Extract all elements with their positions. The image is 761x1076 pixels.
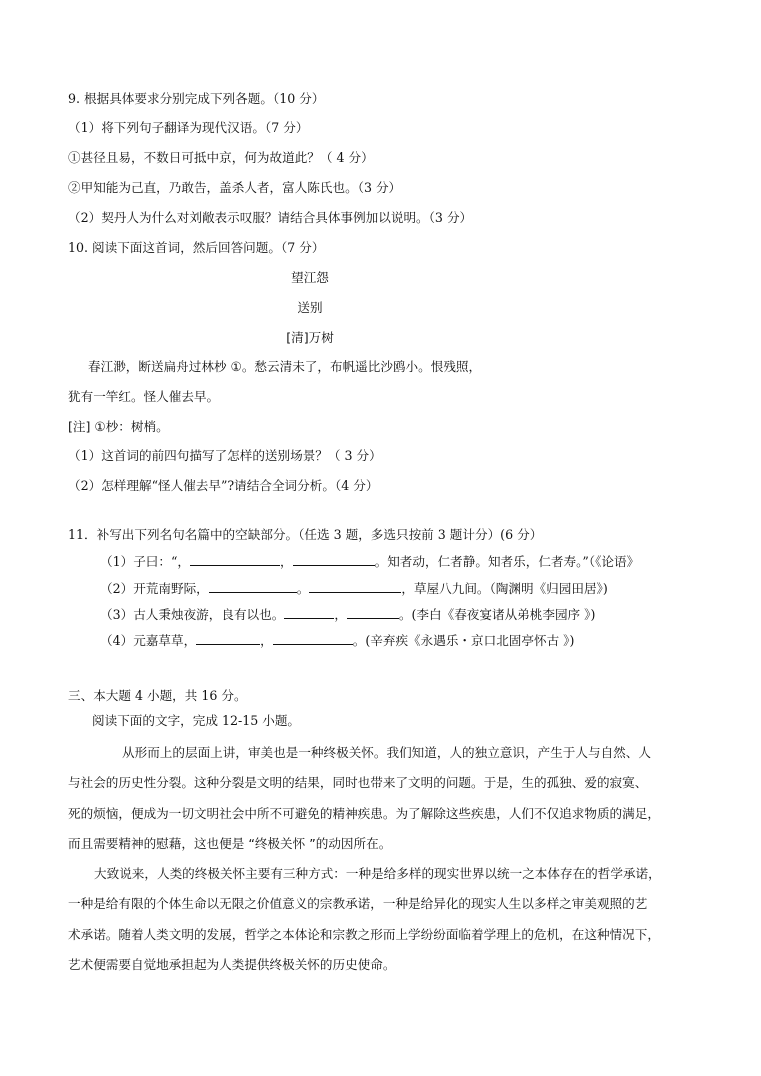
q11-item-3-text-a: （3）古人秉烛夜游，良有以也。 bbox=[100, 607, 285, 622]
q11-item-2 bbox=[100, 580, 608, 597]
passage-p1-line-4: 而且需要精神的慰藉，这也便是 “终极关怀 ”的动因所在。 bbox=[68, 836, 392, 851]
passage-p2-line-1: 大致说来，人类的终极关怀主要有三种方式：一种是给多样的现实世界以统一之本体存在的哲学承诺， bbox=[94, 866, 661, 881]
q9-sentence1: ①甚径且易，不数日可抵中京，何为故道此？（ 4 分） bbox=[68, 150, 374, 165]
q11-item-3-blank-1[interactable] bbox=[284, 606, 334, 619]
q10-sub2: （2）怎样理解“怪人催去早”?请结合全词分析。（4 分） bbox=[68, 478, 379, 493]
poem-line-2: 犹有一竿红。怪人催去早。 bbox=[68, 389, 220, 404]
q11-item-2-blank-1[interactable] bbox=[209, 580, 297, 593]
q9-title: 9. 根据具体要求分别完成下列各题。（10 分） bbox=[68, 91, 325, 106]
q11-item-4-text-a: （4）元嘉草草， bbox=[100, 633, 197, 648]
q11-item-1-text-c: 。知者动，仁者静。知者乐，仁者寿。”（《论语》 bbox=[374, 554, 640, 569]
q11-item-1-blank-1[interactable] bbox=[190, 553, 280, 566]
q11-item-4-blank-1[interactable] bbox=[196, 632, 260, 645]
poem-title: 望江怨 bbox=[291, 270, 329, 285]
q11-item-2-text-b: 。 bbox=[296, 581, 310, 596]
passage-p2-line-4: 艺术便需要自觉地承担起为人类提供终极关怀的历史使命。 bbox=[68, 957, 396, 972]
q11-title: 11．补写出下列名句名篇中的空缺部分。（任选 3 题，多选只按前 3 题计分）(6 分） bbox=[68, 527, 543, 542]
q11-item-3-text-c: 。(李白《春夜宴诸从弟桃李园序 》) bbox=[398, 607, 596, 622]
passage-p2-line-3: 术承诺。随着人类文明的发展，哲学之本体论和宗教之形而上学纷纷面临着学理上的危机，在这种情况下， bbox=[68, 927, 660, 942]
poem-subtitle: 送别 bbox=[297, 300, 323, 315]
q9-sentence2: ②甲知能为己直，乃敢告，盖杀人者，富人陈氏也。（3 分） bbox=[68, 180, 402, 195]
q11-item-3 bbox=[100, 606, 595, 623]
q11-item-1-text-b: ， bbox=[280, 554, 293, 569]
q11-item-2-blank-2[interactable] bbox=[309, 580, 401, 593]
poem-line-1: 春江渺，断送扁舟过林杪 ①。愁云清未了，布帆遥比沙鸥小。恨残照， bbox=[88, 359, 482, 374]
q11-item-1 bbox=[100, 553, 639, 570]
poem-author: [清]万树 bbox=[286, 330, 334, 345]
q11-item-1-blank-2[interactable] bbox=[293, 553, 375, 566]
q11-item-4-blank-2[interactable] bbox=[273, 632, 353, 645]
q9-sub1: （1）将下列句子翻译为现代汉语。（7 分） bbox=[68, 120, 309, 135]
poem-note: [注] ①杪：树梢。 bbox=[68, 419, 169, 434]
section-3-title: 三、本大题 4 小题，共 16 分。 bbox=[68, 688, 247, 703]
q11-item-2-text-a: （2）开荒南野际， bbox=[100, 581, 209, 596]
q11-item-2-text-c: ，草屋八九间。（陶渊明《归园田居》) bbox=[401, 581, 608, 596]
q9-sub2: （2）契丹人为什么对刘敞表示叹服？请结合具体事例加以说明。（3 分） bbox=[68, 210, 473, 225]
section-3-intro: 阅读下面的文字，完成 12-15 小题。 bbox=[92, 713, 301, 728]
q11-item-3-text-b: ， bbox=[334, 607, 347, 622]
q10-title: 10. 阅读下面这首词，然后回答问题。（7 分） bbox=[68, 240, 325, 255]
passage-p2-line-2: 一种是给有限的个体生命以无限之价值意义的宗教承诺，一种是给异化的现实人生以多样之审美观照的艺 bbox=[68, 896, 648, 911]
q11-item-1-text-a: （1）子曰：“， bbox=[100, 554, 191, 569]
passage-p1-line-2: 与社会的历史性分裂。这种分裂是文明的结果，同时也带来了文明的问题。于是，生的孤独、爱的寂寞、 bbox=[68, 775, 648, 790]
q11-item-4-text-b: ， bbox=[260, 633, 273, 648]
q11-item-3-blank-2[interactable] bbox=[347, 606, 399, 619]
passage-p1-line-1: 从形而上的层面上讲，审美也是一种终极关怀。我们知道，人的独立意识，产生于人与自然、人 bbox=[122, 745, 651, 760]
q11-item-4 bbox=[100, 632, 574, 649]
q10-sub1: （1）这首词的前四句描写了怎样的送别场景？（ 3 分） bbox=[68, 448, 382, 463]
q11-item-4-text-c: 。(辛弃疾《永遇乐・京口北固亭怀古 》) bbox=[352, 633, 575, 648]
passage-p1-line-3: 死的烦恼，便成为一切文明社会中所不可避免的精神疾患。为了解除这些疾患，人们不仅追求物质的满足， bbox=[68, 806, 660, 821]
